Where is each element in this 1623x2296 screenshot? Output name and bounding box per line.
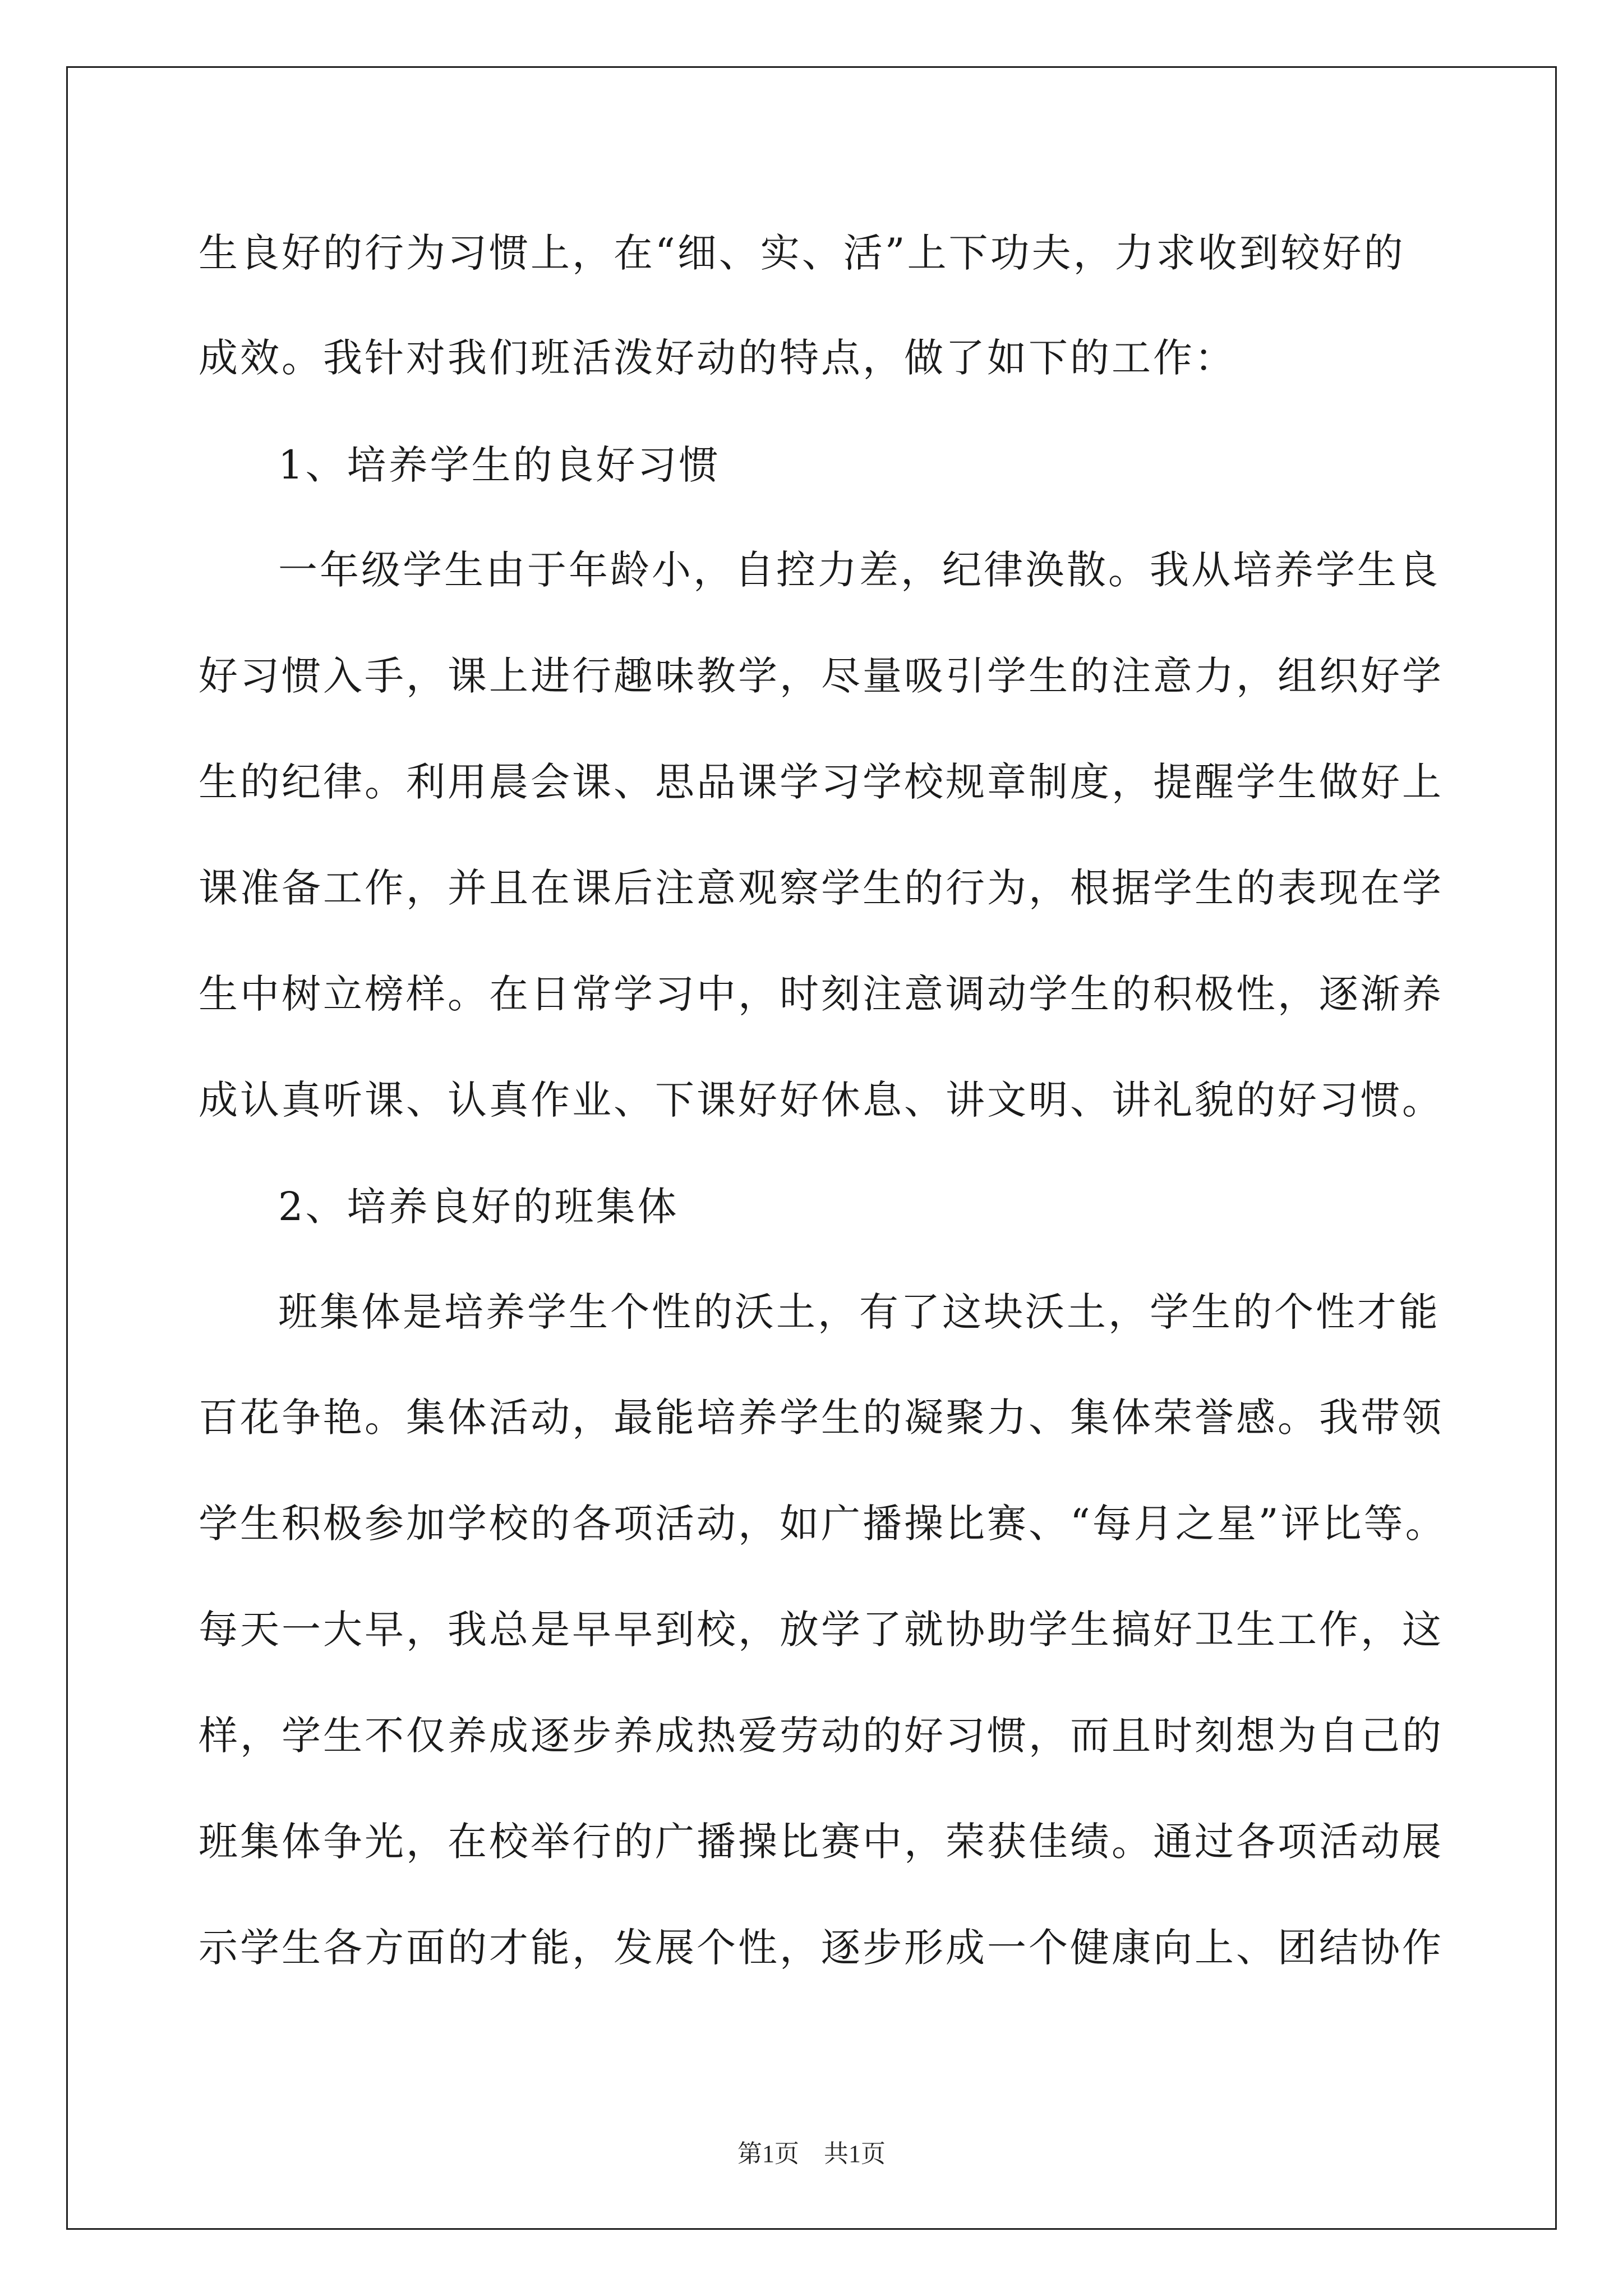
body-line: 成效。我针对我们班活泼好动的特点，做了如下的工作：	[199, 335, 1236, 381]
section-heading: 2、培养良好的班集体	[278, 1184, 679, 1230]
body-line: 每天一大早，我总是早早到校，放学了就协助学生搞好卫生工作，这	[199, 1607, 1444, 1653]
body-line: 好习惯入手，课上进行趣味教学，尽量吸引学生的注意力，组织好学	[199, 653, 1444, 699]
page-border	[66, 66, 1557, 2230]
body-line: 课准备工作，并且在课后注意观察学生的行为，根据学生的表现在学	[199, 865, 1444, 911]
body-line: 生中树立榜样。在日常学习中，时刻注意调动学生的积极性，逐渐养	[199, 971, 1444, 1017]
body-line: 生良好的行为习惯上，在“细、实、活”上下功夫，力求收到较好的	[199, 230, 1405, 276]
body-line: 生的纪律。利用晨会课、思品课学习学校规章制度，提醒学生做好上	[199, 759, 1444, 805]
section-heading: 1、培养学生的良好习惯	[278, 442, 721, 488]
body-line: 一年级学生由于年龄小，自控力差，纪律涣散。我从培养学生良	[278, 547, 1440, 593]
body-line: 成认真听课、认真作业、下课好好休息、讲文明、讲礼貌的好习惯。	[199, 1077, 1444, 1123]
body-line: 学生积极参加学校的各项活动，如广播操比赛、“每月之星”评比等。	[199, 1501, 1447, 1547]
body-line: 班集体争光，在校举行的广播操比赛中，荣获佳绩。通过各项活动展	[199, 1819, 1444, 1865]
body-line: 班集体是培养学生个性的沃土，有了这块沃土，学生的个性才能	[278, 1289, 1440, 1335]
body-line: 百花争艳。集体活动，最能培养学生的凝聚力、集体荣誉感。我带领	[199, 1395, 1444, 1441]
body-line: 样，学生不仅养成逐步养成热爱劳动的好习惯，而且时刻想为自己的	[199, 1713, 1444, 1759]
page-number: 第1页 共1页	[737, 2140, 886, 2168]
body-line: 示学生各方面的才能，发展个性，逐步形成一个健康向上、团结协作	[199, 1925, 1444, 1971]
